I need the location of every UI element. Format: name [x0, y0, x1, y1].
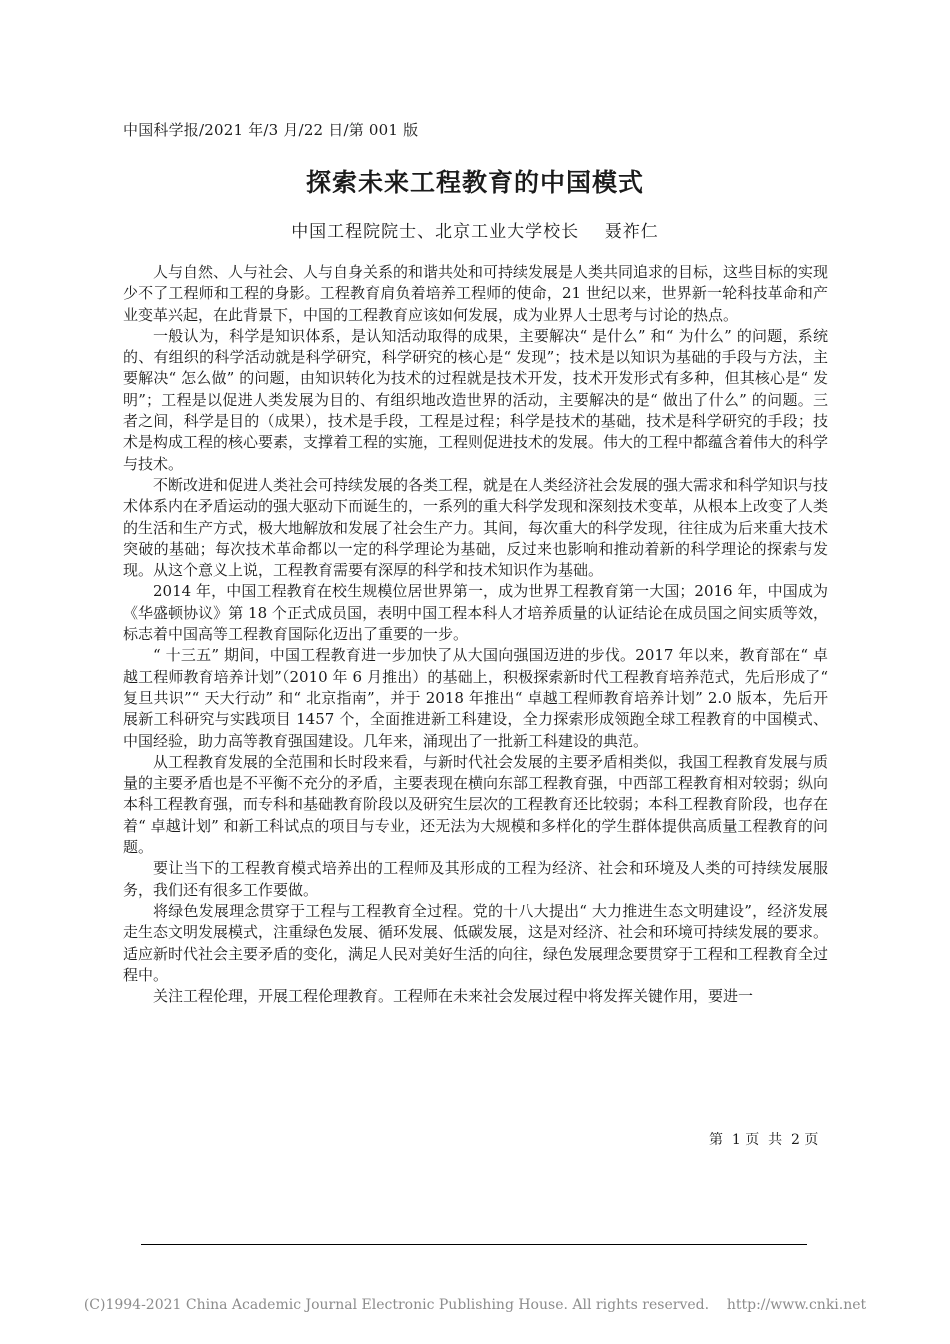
paragraph: 从工程教育发展的全范围和长时段来看，与新时代社会发展的主要矛盾相类似，我国工程教育发展与质量的主要矛盾也是不平衡不充分的矛盾，主要表现在横向东部工程教育强，中西部工程教育相对较弱；纵向本科工程教育强，而专科和基础教育阶段以及研究生层次的工程教育还比较弱；本科工程教育阶段，也存在着“ 卓越计划” 和新工科试点的项目与专业，还无法为大规模和多样化的学生群体提供高质量工程教育的问题。 — [123, 752, 829, 857]
paragraph: 将绿色发展理念贯穿于工程与工程教育全过程。党的十八大提出“ 大力推进生态文明建设”，经济发展走生态文明发展模式，注重绿色发展、循环发展、低碳发展，这是对经济、社会和环境可持续发展的要求。适应新时代社会主要矛盾的变化，满足人民对美好生活的向往，绿色发展理念要贯穿于工程和工程教育全过程中。 — [123, 901, 829, 984]
paragraph: 一般认为，科学是知识体系，是认知活动取得的成果，主要解决“ 是什么” 和“ 为什么” 的问题，系统的、有组织的科学活动就是科学研究，科学研究的核心是“ 发现”；技术是以知识为基础的手段与方法，主要解决“ 怎么做” 的问题，由知识转化为技术的过程就是技术开发，技术开发形式有多种，但其核心是“ 发明”；工程是以促进人类发展为目的、有组织地改造世界的活动，主要解决的是“ 做出了什么” 的问题。三者之间，科学是目的（成果），技术是手段，工程是过程；科学是技术的基础，技术是科学研究的手段；技术是构成工程的核心要素，支撑着工程的实施，工程则促进技术的发展。伟大的工程中都蕴含着伟大的科学与技术。 — [123, 326, 829, 473]
paragraph: 关注工程伦理，开展工程伦理教育。工程师在未来社会发展过程中将发挥关键作用，要进一 — [153, 987, 754, 1006]
paragraph: “ 十三五” 期间，中国工程教育进一步加快了从大国向强国迈进的步伐。2017 年以来，教育部在“ 卓越工程师教育培养计划”（2010 年 6 月推出）的基础上，积极探索新时代工程教育培养范式，先后形成了“ 复旦共识”“ 天大行动” 和“ 北京指南”，并于 2018 年推出“ 卓越工程师教育培养计划” 2.0 版本，先后开展新工科研究与实践项目 1457 个，全面推进新工科建设，全力探索形成领跑全球工程教育的中国模式、中国经验，助力高等教育强国建设。几年来，涌现出了一批新工科建设的典范。 — [123, 646, 828, 750]
footer-divider — [141, 1244, 807, 1245]
paragraph: 2014 年，中国工程教育在校生规模位居世界第一，成为世界工程教育第一大国；2016 年，中国成为《华盛顿协议》第 18 个正式成员国，表明中国工程本科人才培养质量的认证结论在成员国之间实质等效，标志着中国高等工程教育国际化迈出了重要的一步。 — [123, 582, 828, 644]
copyright-notice: (C)1994-2021 China Academic Journal Electronic Publishing House. All rights reserved. http://www.cnki.net — [83, 1297, 867, 1313]
page-indicator: 第 1 页 共 2 页 — [709, 1132, 819, 1148]
article-title: 探索未来工程教育的中国模式 — [305, 168, 644, 197]
paragraph: 人与自然、人与社会、人与自身关系的和谐共处和可持续发展是人类共同追求的目标，这些目标的实现少不了工程师和工程的身影。工程教育肩负着培养工程师的使命，21 世纪以来，世界新一轮科技革命和产业变革兴起，在此背景下，中国的工程教育应该如何发展，成为业界人士思考与讨论的热点。 — [123, 263, 829, 324]
paragraph: 不断改进和促进人类社会可持续发展的各类工程，就是在人类经济社会发展的强大需求和科学知识与技术体系内在矛盾运动的强大驱动下而诞生的，一系列的重大科学发现和深刻技术变革，从根本上改变了人类的生活和生产方式，极大地解放和发展了社会生产力。其间，每次重大的科学发现，往往成为后来重大技术突破的基础；每次技术革命都以一定的科学理论为基础，反过来也影响和推动着新的科学理论的探索与发现。从这个意义上说，工程教育需要有深厚的科学和技术知识作为基础。 — [123, 475, 829, 580]
source-line: 中国科学报/2021 年/3 月/22 日/第 001 版 — [123, 121, 419, 139]
article-body — [123, 262, 828, 1007]
article-author: 中国工程院院士、北京工业大学校长 聂祚仁 — [291, 222, 659, 242]
paragraph: 要让当下的工程教育模式培养出的工程师及其形成的工程为经济、社会和环境及人类的可持续发展服务，我们还有很多工作要做。 — [123, 859, 828, 899]
